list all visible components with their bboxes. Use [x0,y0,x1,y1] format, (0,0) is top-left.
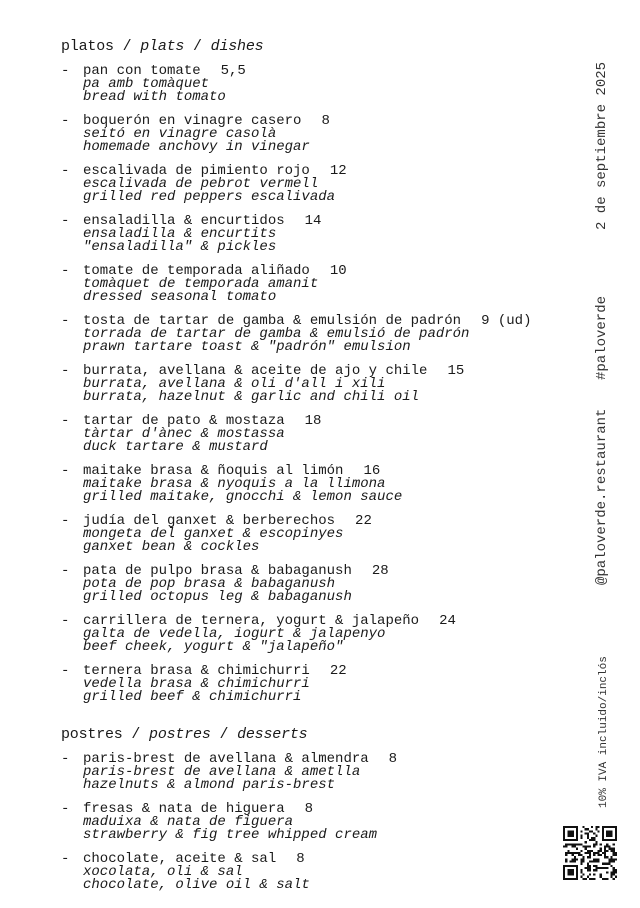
bullet-dash: - [61,563,70,579]
bullet-dash: - [61,213,70,229]
dish-list-postres [61,753,591,892]
dish-item [61,215,591,254]
dish-name-es-text: pata de pulpo brasa & babaganush [83,563,352,579]
dish-name-es-text: escalivada de pimiento rojo [83,163,310,179]
dish-name-ca: pa amb tomàquet [83,76,210,92]
dish-name-ca: galta de vedella, iogurt & jalapenyo [83,626,386,642]
dish-name-en: homemade anchovy in vinegar [83,139,310,155]
dish-name-en: ganxet bean & cockles [83,539,260,555]
dish-item [61,115,591,154]
dish-name-es-text: maitake brasa & ñoquis al limón [83,463,344,479]
dish-name-en: beef cheek, yogurt & "jalapeño" [83,639,344,655]
section-title-postres: postres / postres / desserts [61,726,308,743]
dish-name-es-text: burrata, avellana & aceite de ajo y chile [83,363,428,379]
dish-name-ca: maduixa & nata de figuera [83,814,294,830]
bullet-dash: - [61,113,70,129]
bullet-dash: - [61,663,70,679]
dish-name-en: "ensaladilla" & pickles [83,239,277,255]
dish-item [61,515,591,554]
dish-name-es-text: judía del ganxet & berberechos [83,513,336,529]
dish-name-es-text: tartar de pato & mostaza [83,413,285,429]
bullet-dash: - [61,263,70,279]
dish-name-en: grilled beef & chimichurri [83,689,302,705]
dish-name-ca: burrata, avellana & oli d'all i xili [83,376,386,392]
instagram-handle: @paloverde.restaurant [594,408,610,585]
dish-name-en: strawberry & fig tree whipped cream [83,827,378,843]
dish-price: 10 [329,263,347,279]
dish-name-es-text: pan con tomate [83,63,201,79]
section-title-platos: platos / plats / dishes [61,38,264,55]
dish-price: 9 (ud) [481,313,532,329]
dish-name-en: grilled octopus leg & babaganush [83,589,352,605]
dish-item [61,753,591,792]
dish-name-ca: seitó en vinagre casolà [83,126,277,142]
dish-name-ca: tàrtar d'ànec & mostassa [83,426,285,442]
dish-price: 24 [439,613,456,629]
tax-note: 10% IVA incluido/inclós [598,656,610,808]
dish-price: 14 [304,213,322,229]
dish-name-en: grilled red peppers escalivada [83,189,336,205]
bullet-dash: - [61,463,70,479]
dish-name-ca: ensaladilla & encurtits [83,226,277,242]
qr-code-icon [563,826,617,880]
dish-name-es-text: tomate de temporada aliñado [83,263,310,279]
sidebar [590,60,626,820]
dish-name-en: hazelnuts & almond paris-brest [83,777,336,793]
dish-price: 16 [363,463,381,479]
dish-name-es-text: chocolate, aceite & sal [83,851,277,867]
bullet-dash: - [61,363,70,379]
dish-name-en: grilled maitake, gnocchi & lemon sauce [83,489,403,505]
dish-name-en: duck tartare & mustard [83,439,268,455]
dish-name-ca: pota de pop brasa & babaganush [83,576,336,592]
bullet-dash: - [61,751,70,767]
bullet-dash: - [61,313,70,329]
dish-price: 8 [296,851,305,867]
dish-price: 18 [304,413,322,429]
dish-name-es-text: ensaladilla & encurtidos [83,213,285,229]
dish-list-platos [61,65,591,704]
dish-name-ca: vedella brasa & chimichurri [83,676,310,692]
dish-item [61,315,591,354]
dish-name-ca: paris-brest de avellana & ametlla [83,764,361,780]
dish-price: 8 [304,801,314,817]
dish-name-ca: tomàquet de temporada amanit [83,276,319,292]
dish-name-en: dressed seasonal tomato [83,289,277,305]
dish-price: 12 [329,163,347,179]
dish-name-en: burrata, hazelnut & garlic and chili oil [83,389,420,405]
hashtag: #paloverde [594,295,610,380]
dish-item [61,615,591,654]
dish-name-en: prawn tartare toast & "padrón" emulsion [83,339,411,355]
dish-item [61,165,591,204]
bullet-dash: - [61,63,70,79]
dish-name-es-text: carrillera de ternera, yogurt & jalapeño [83,613,420,629]
bullet-dash: - [61,851,70,867]
dish-item [61,265,591,304]
dish-price: 8 [388,751,398,767]
dish-item [61,65,591,104]
dish-price: 22 [355,513,372,529]
bullet-dash: - [61,801,70,817]
menu [61,38,591,903]
dish-item [61,415,591,454]
dish-item [61,365,591,404]
bullet-dash: - [61,163,70,179]
dish-name-es-text: tosta de tartar de gamba & emulsión de padrón [83,313,462,329]
dish-item [61,465,591,504]
dish-price: 22 [329,663,347,679]
dish-name-es-text: fresas & nata de higuera [83,801,285,817]
dish-price: 15 [447,363,465,379]
bullet-dash: - [61,513,70,529]
dish-name-es-text: boquerón en vinagre casero [83,113,302,129]
bullet-dash: - [61,413,70,429]
dish-name-en: bread with tomato [83,89,226,105]
dish-price: 5,5 [220,63,246,79]
dish-name-ca: xocolata, oli & sal [83,864,243,880]
dish-name-es-text: ternera brasa & chimichurri [83,663,310,679]
dish-item [61,565,591,604]
dish-name-ca: mongeta del ganxet & escopinyes [83,526,344,542]
bullet-dash: - [61,613,70,629]
dish-name-ca: torrada de tartar de gamba & emulsió de padrón [83,326,470,342]
dish-item [61,665,591,704]
dish-item [61,803,591,842]
menu-date: 2 de septiembre 2025 [594,61,610,230]
dish-name-es-text: paris-brest de avellana & almendra [83,751,369,767]
dish-item [61,853,591,892]
dish-name-ca: escalivada de pebrot vermell [83,176,319,192]
dish-name-en: chocolate, olive oil & salt [83,877,310,893]
dish-name-ca: maitake brasa & nyoquis a la llimona [83,476,386,492]
dish-price: 28 [371,563,389,579]
dish-price: 8 [321,113,330,129]
